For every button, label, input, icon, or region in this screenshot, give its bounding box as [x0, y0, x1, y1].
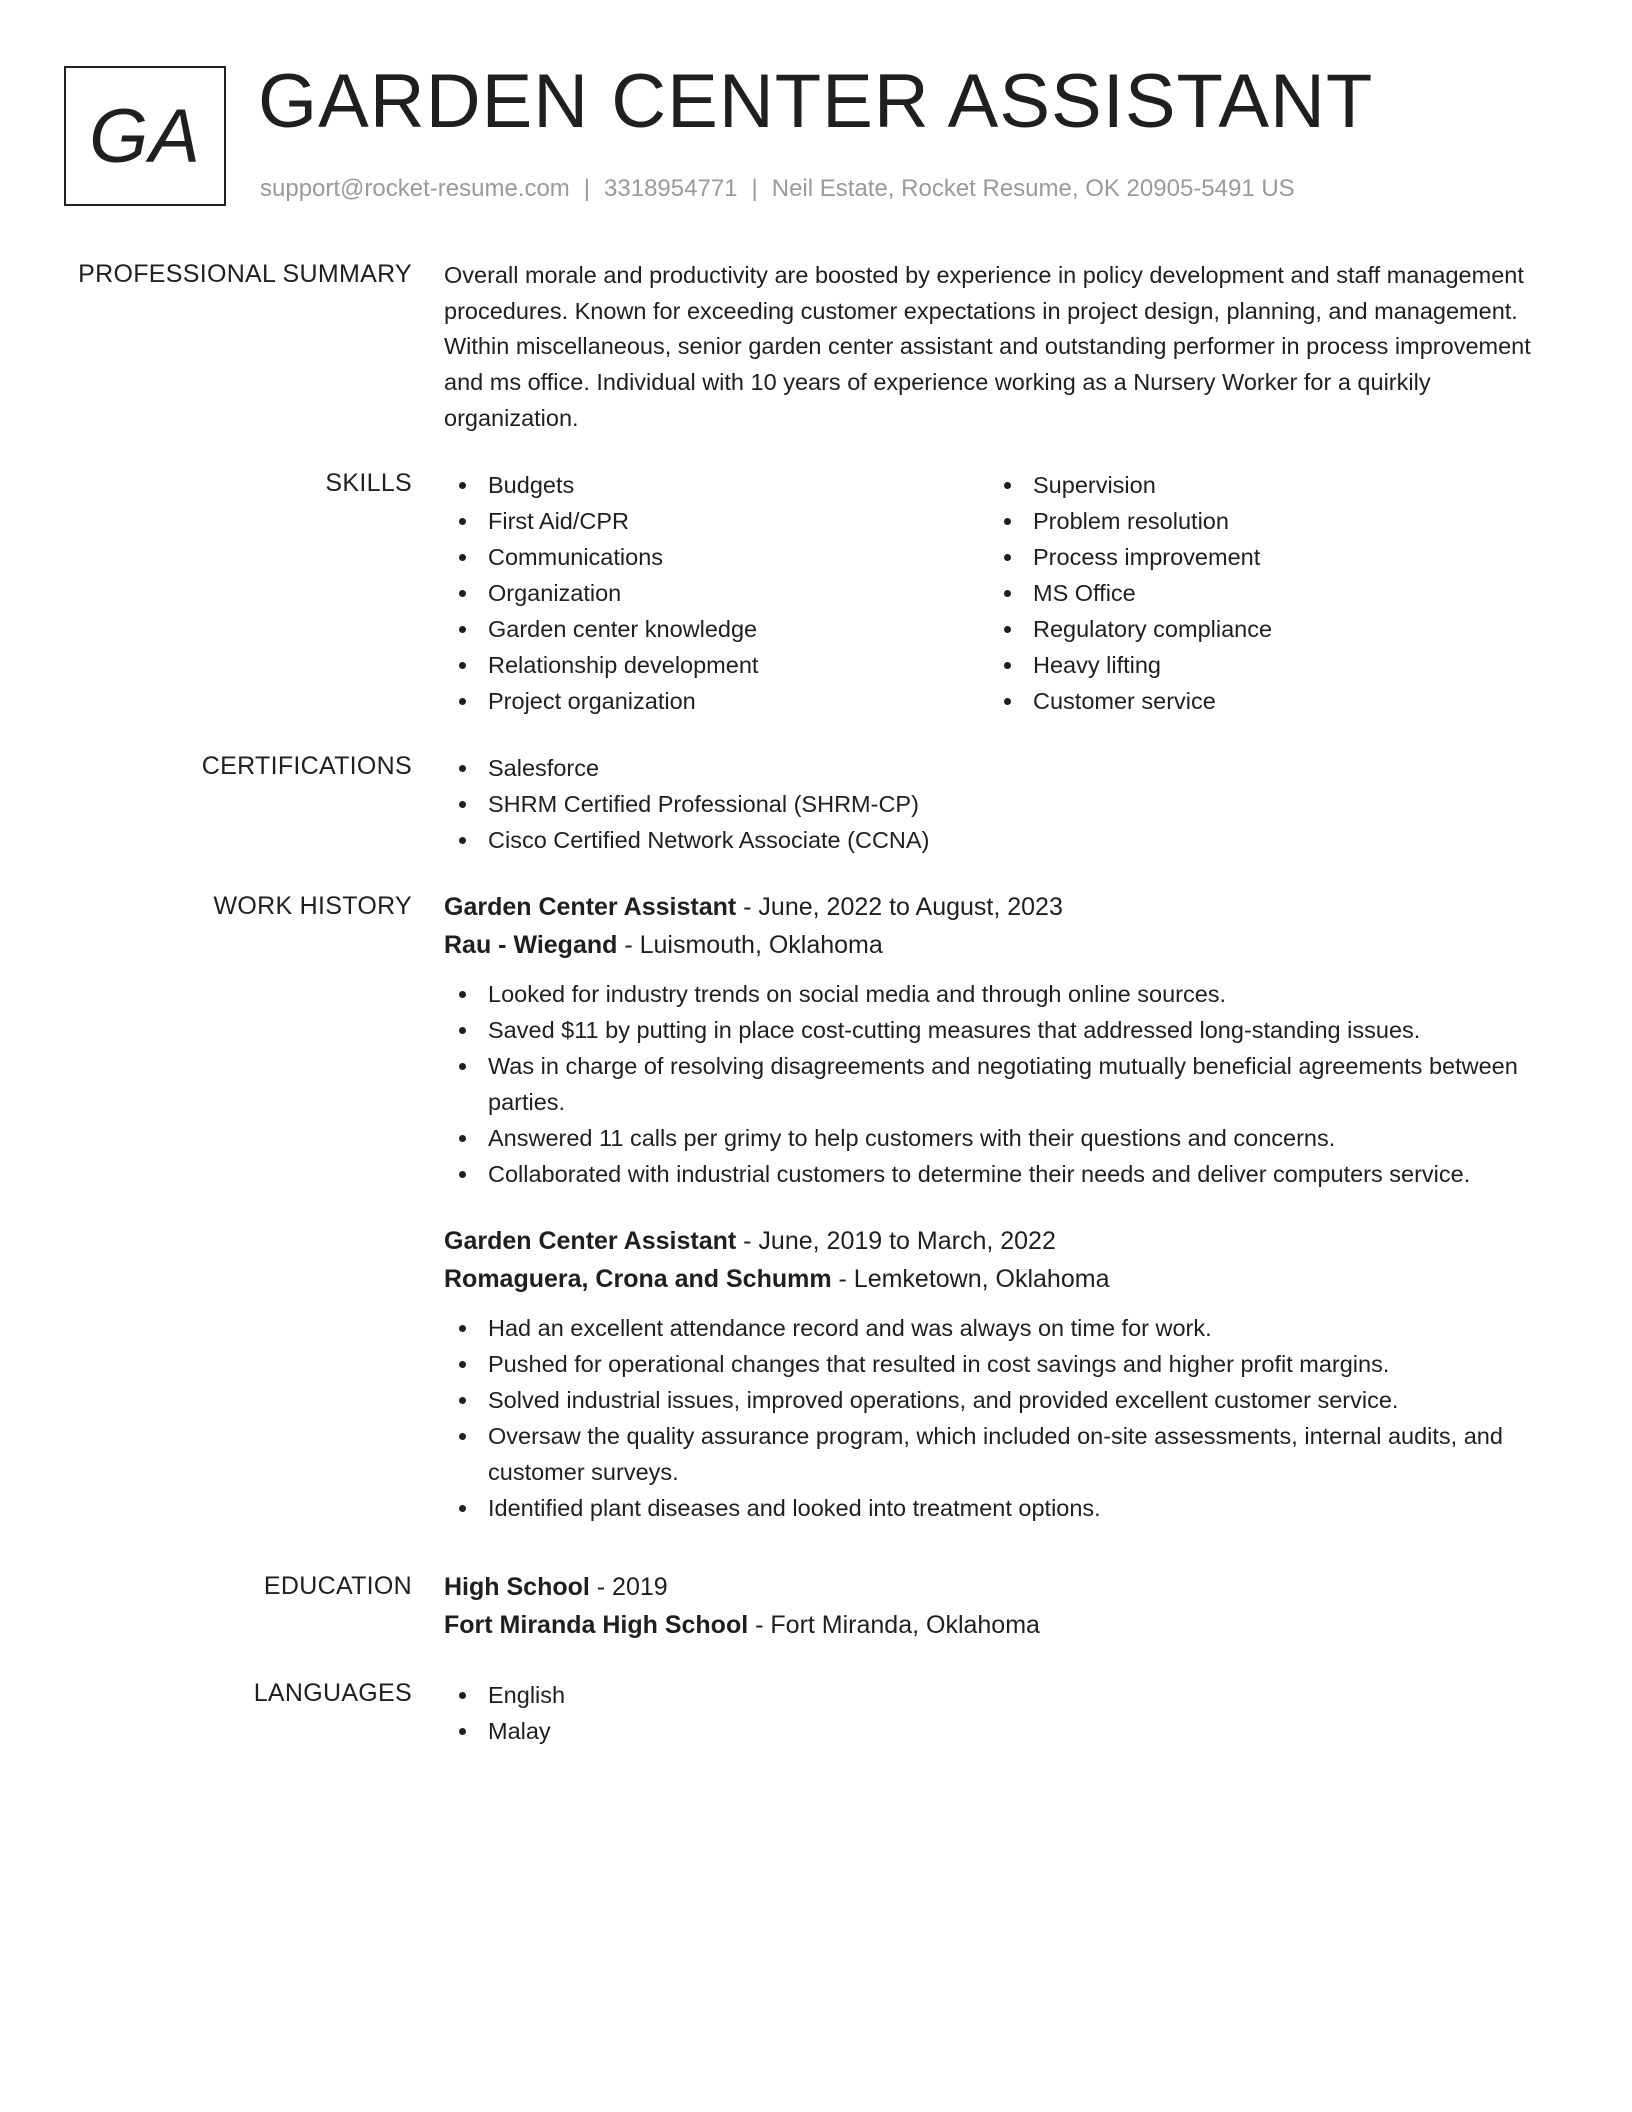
certification-item: Salesforce	[444, 750, 1554, 786]
job-bullet: Looked for industry trends on social media and through online sources.	[444, 976, 1554, 1012]
skill-item: Process improvement	[989, 539, 1534, 575]
skills-list-left	[444, 467, 989, 719]
job-title-line	[444, 1222, 1554, 1260]
job-entry	[444, 888, 1554, 1192]
job-company: Rau - Wiegand	[444, 931, 618, 959]
job-company-line	[444, 1260, 1554, 1298]
section-label-summary: PROFESSIONAL SUMMARY	[78, 260, 412, 288]
job-company-line	[444, 926, 1554, 964]
job-company: Romaguera, Crona and Schumm	[444, 1265, 832, 1293]
job-bullet: Identified plant diseases and looked into treatment options.	[444, 1490, 1554, 1526]
languages-list	[444, 1677, 1554, 1749]
section-label-languages: LANGUAGES	[253, 1679, 412, 1707]
contact-separator: |	[751, 175, 758, 202]
job-location: - Luismouth, Oklahoma	[617, 931, 883, 959]
job-bullet: Saved $11 by putting in place cost-cutting measures that addressed long-standing issues.	[444, 1012, 1554, 1048]
skill-item: Budgets	[444, 467, 989, 503]
skills-columns	[444, 467, 1554, 719]
education-school-line	[444, 1606, 1554, 1644]
education-body	[444, 1568, 1554, 1644]
section-label-education: EDUCATION	[263, 1572, 412, 1600]
job-bullet: Had an excellent attendance record and was always on time for work.	[444, 1310, 1554, 1346]
language-item: Malay	[444, 1713, 1554, 1749]
contact-email[interactable]: support@rocket-resume.com	[260, 175, 570, 202]
education-degree-line	[444, 1568, 1554, 1606]
skill-item: Organization	[444, 575, 989, 611]
education-location: - Fort Miranda, Oklahoma	[748, 1611, 1040, 1639]
language-item: English	[444, 1677, 1554, 1713]
job-bullet: Pushed for operational changes that resulted in cost savings and higher profit margins.	[444, 1346, 1554, 1382]
job-title-line	[444, 888, 1554, 926]
education-school: Fort Miranda High School	[444, 1611, 749, 1639]
skill-item: Regulatory compliance	[989, 611, 1534, 647]
job-bullet: Answered 11 calls per grimy to help customers with their questions and concerns.	[444, 1120, 1554, 1156]
section-label-skills: SKILLS	[325, 469, 412, 497]
section-label-certifications: CERTIFICATIONS	[201, 752, 412, 780]
job-entry	[444, 1222, 1554, 1526]
job-title: Garden Center Assistant	[444, 1227, 737, 1255]
skill-item: Problem resolution	[989, 503, 1534, 539]
job-bullet: Oversaw the quality assurance program, which included on-site assessments, internal audits, and customer surveys.	[444, 1418, 1554, 1490]
summary-text: Overall morale and productivity are boosted by experience in policy development and staff management procedures. Known for exceeding customer expectations in project design, planning, and management. Within miscellaneous, senior garden center assistant and outstanding performer in process improvement and ms office. Individual with 10 years of experience working as a Nursery Worker for a quirkily organization.	[444, 262, 1531, 431]
skills-list-right	[989, 467, 1534, 719]
job-location: - Lemketown, Oklahoma	[831, 1265, 1110, 1293]
job-dates: - June, 2019 to March, 2022	[736, 1227, 1056, 1255]
certification-item: SHRM Certified Professional (SHRM-CP)	[444, 786, 1554, 822]
contact-separator: |	[583, 175, 591, 202]
skill-item: Customer service	[989, 683, 1534, 719]
job-bullets	[444, 1310, 1554, 1526]
page-title: GARDEN CENTER ASSISTANT	[258, 59, 1374, 144]
skill-item: Garden center knowledge	[444, 611, 989, 647]
work-history-body	[444, 888, 1554, 1526]
skill-item: Communications	[444, 539, 989, 575]
skill-item: MS Office	[989, 575, 1534, 611]
job-dates: - June, 2022 to August, 2023	[736, 893, 1063, 921]
skill-item: Heavy lifting	[989, 647, 1534, 683]
job-bullet: Collaborated with industrial customers to determine their needs and deliver computers service.	[444, 1156, 1554, 1192]
skill-item: Relationship development	[444, 647, 989, 683]
certifications-list	[444, 750, 1554, 858]
job-bullet: Was in charge of resolving disagreements and negotiating mutually beneficial agreements between parties.	[444, 1048, 1554, 1120]
skill-item: First Aid/CPR	[444, 503, 989, 539]
contact-address: Neil Estate, Rocket Resume, OK 20905-5491 US	[771, 175, 1295, 202]
skill-item: Project organization	[444, 683, 989, 719]
education-year: - 2019	[589, 1573, 668, 1601]
certifications-body	[444, 750, 1554, 858]
skill-item: Supervision	[989, 467, 1534, 503]
languages-body	[444, 1677, 1554, 1749]
job-title: Garden Center Assistant	[444, 893, 737, 921]
contact-line	[260, 174, 1295, 204]
section-label-work-history: WORK HISTORY	[213, 892, 412, 920]
job-bullets	[444, 976, 1554, 1192]
education-degree: High School	[444, 1573, 590, 1601]
job-bullet: Solved industrial issues, improved operations, and provided excellent customer service.	[444, 1382, 1554, 1418]
monogram-badge: GA	[64, 66, 226, 206]
certification-item: Cisco Certified Network Associate (CCNA)	[444, 822, 1554, 858]
contact-phone[interactable]: 3318954771	[604, 175, 738, 202]
